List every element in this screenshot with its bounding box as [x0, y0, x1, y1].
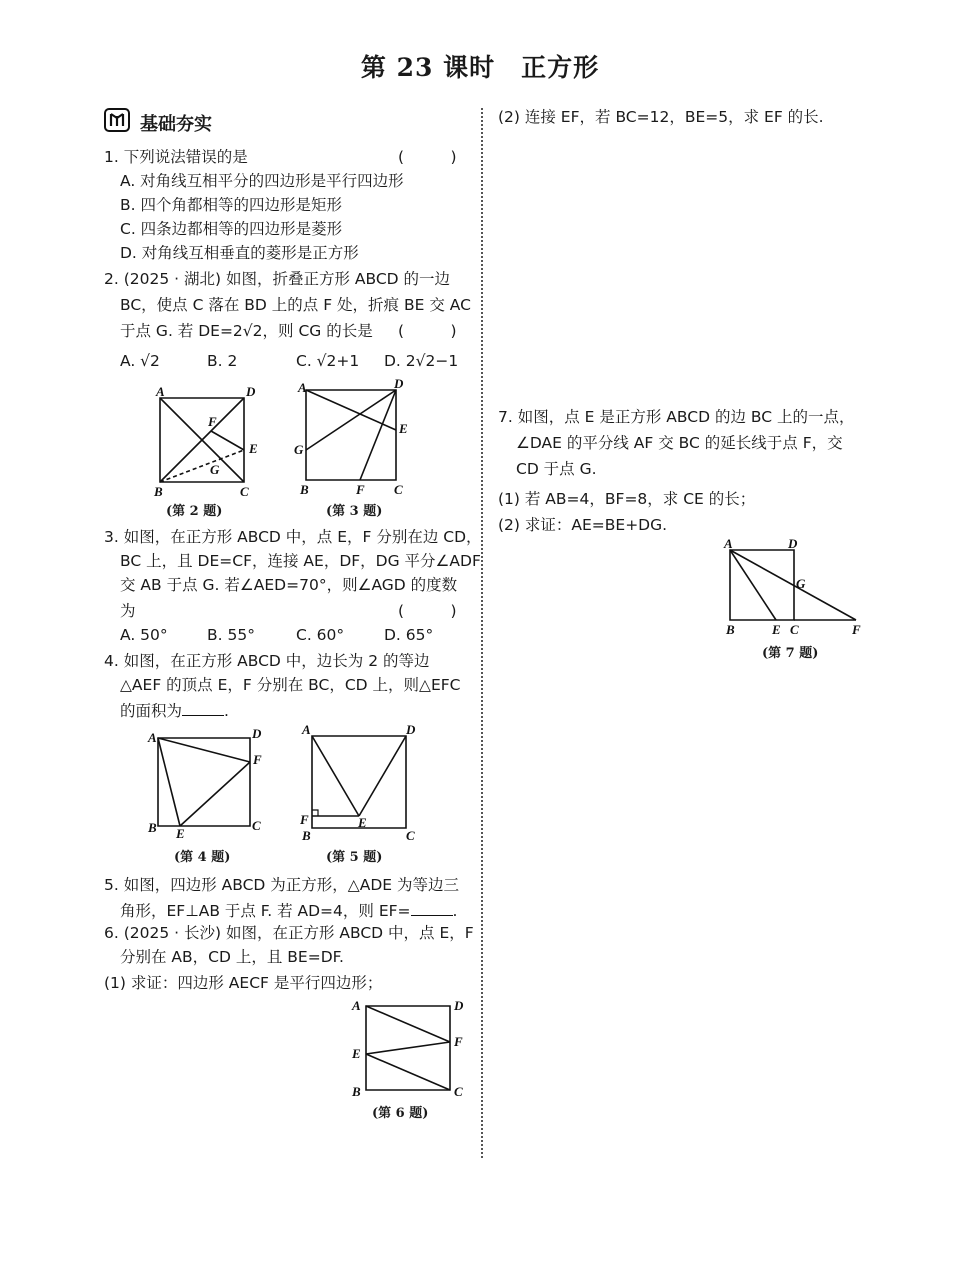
q4-line-3	[120, 700, 229, 722]
q6-line-1: 6. (2025 · 长沙) 如图，在正方形 ABCD 中，点 E，F	[104, 924, 474, 942]
fig4-label-b: B	[148, 820, 157, 835]
figure-2	[146, 380, 276, 500]
q2-option-d: D. 2√2−1	[384, 352, 459, 370]
fig4-label-a: A	[148, 730, 157, 745]
fig7-label-a: A	[724, 536, 733, 551]
q3-option-a: A. 50°	[120, 626, 168, 644]
q2-line-1: 2. (2025 · 湖北) 如图，折叠正方形 ABCD 的一边	[104, 270, 451, 288]
fig3-label-g: G	[294, 442, 304, 457]
q3-answer-bracket: ( )	[398, 602, 457, 620]
q7-line-2: ∠DAE 的平分线 AF 交 BC 的延长线于点 F，交	[516, 434, 843, 452]
q7-line-1: 7. 如图，点 E 是正方形 ABCD 的边 BC 上的一点，	[498, 408, 855, 426]
fig5-label-f: F	[300, 812, 309, 827]
fig2-label-g: G	[210, 462, 220, 477]
fig6-label-b: B	[352, 1084, 361, 1099]
q1-option-d: D. 对角线互相垂直的菱形是正方形	[120, 244, 359, 262]
q2-line-2: BC，使点 C 落在 BD 上的点 F 处，折痕 BE 交 AC	[120, 296, 471, 314]
q3-option-c: C. 60°	[296, 626, 345, 644]
figure-3	[292, 376, 422, 500]
fig3-label-a: A	[298, 380, 307, 395]
q3-option-b: B. 55°	[207, 626, 255, 644]
q1-option-c: C. 四条边都相等的四边形是菱形	[120, 220, 343, 238]
q2-option-b: B. 2	[207, 352, 238, 370]
figure-5	[296, 720, 424, 842]
q4-line-3-text: 的面积为	[120, 702, 183, 720]
section-title: 基础夯实	[140, 114, 212, 135]
fig7-label-c: C	[790, 622, 799, 637]
fig4-caption: (第 4 题)	[174, 850, 231, 865]
fig7-caption: (第 7 题)	[762, 646, 819, 661]
fig5-caption: (第 5 题)	[326, 850, 383, 865]
fig3-label-f: F	[356, 482, 365, 497]
fig6-label-c: C	[454, 1084, 463, 1099]
q6-part-2: (2) 连接 EF，若 BC=12，BE=5，求 EF 的长.	[498, 108, 824, 126]
q3-option-d: D. 65°	[384, 626, 434, 644]
q1-answer-bracket: ( )	[398, 148, 457, 166]
fig2-label-b: B	[154, 484, 163, 499]
fig3-label-d: D	[394, 376, 404, 391]
q5-answer-blank[interactable]	[411, 901, 453, 916]
fig3-label-e: E	[399, 421, 408, 436]
q4-line-2: △AEF 的顶点 E，F 分别在 BC，CD 上，则△EFC	[120, 676, 461, 694]
book-icon	[104, 108, 130, 132]
fig6-label-a: A	[352, 998, 361, 1013]
fig7-label-b: B	[726, 622, 735, 637]
q3-line-2: BC 上，且 DE=CF，连接 AE，DF，DG 平分∠ADF	[120, 552, 481, 570]
fig5-label-a: A	[302, 722, 311, 737]
fig3-label-b: B	[300, 482, 309, 497]
q2-option-a: A. √2	[120, 352, 160, 370]
q1-option-b: B. 四个角都相等的四边形是矩形	[120, 196, 342, 214]
fig6-caption: (第 6 题)	[372, 1106, 429, 1121]
page-title: 第 23 课时 正方形	[360, 53, 600, 82]
fig6-label-d: D	[454, 998, 464, 1013]
fig5-label-d: D	[406, 722, 416, 737]
fig5-label-c: C	[406, 828, 415, 842]
q4-line-1: 4. 如图，在正方形 ABCD 中，边长为 2 的等边	[104, 652, 430, 670]
fig7-label-e: E	[772, 622, 781, 637]
fig2-label-e: E	[249, 441, 258, 456]
q3-line-3: 交 AB 于点 G. 若∠AED=70°，则∠AGD 的度数	[120, 576, 458, 594]
fig2-label-f: F	[208, 414, 217, 429]
q1-stem: 1. 下列说法错误的是	[104, 148, 248, 166]
fig3-label-c: C	[394, 482, 403, 497]
q2-line-3: 于点 G. 若 DE=2√2，则 CG 的长是	[120, 322, 373, 340]
q7-part-1: (1) 若 AB=4，BF=8，求 CE 的长；	[498, 490, 756, 508]
q7-part-2: (2) 求证：AE=BE+DG.	[498, 516, 668, 534]
figure-6	[346, 994, 474, 1100]
fig6-label-e: E	[352, 1046, 361, 1061]
q4-line-3-end: .	[224, 702, 229, 720]
q3-line-4: 为	[120, 602, 136, 620]
q5-line-2-text: 角形，EF⊥AB 于点 F. 若 AD=4，则 EF=	[120, 902, 411, 920]
fig4-label-c: C	[252, 818, 261, 833]
fig6-label-f: F	[454, 1034, 463, 1049]
figure-4	[144, 724, 272, 842]
fig5-label-b: B	[302, 828, 311, 842]
fig3-caption: (第 3 题)	[326, 504, 383, 519]
fig2-label-a: A	[156, 384, 165, 399]
q5-line-1: 5. 如图，四边形 ABCD 为正方形，△ADE 为等边三	[104, 876, 459, 894]
fig7-label-d: D	[788, 536, 798, 551]
q3-line-1: 3. 如图，在正方形 ABCD 中，点 E，F 分别在边 CD，	[104, 528, 482, 546]
q7-line-3: CD 于点 G.	[516, 460, 597, 478]
column-divider	[481, 108, 483, 1158]
q2-answer-bracket: ( )	[398, 322, 457, 340]
fig2-label-c: C	[240, 484, 249, 499]
fig4-label-f: F	[253, 752, 262, 767]
fig4-label-d: D	[252, 726, 262, 741]
q4-answer-blank[interactable]	[182, 701, 224, 716]
q6-line-2: 分别在 AB，CD 上，且 BE=DF.	[120, 948, 344, 966]
fig5-label-e: E	[358, 815, 367, 830]
q5-line-2-end: .	[452, 902, 458, 920]
fig4-label-e: E	[176, 826, 185, 841]
q2-option-c: C. √2+1	[296, 352, 360, 370]
q1-option-a: A. 对角线互相平分的四边形是平行四边形	[120, 172, 404, 190]
q5-line-2	[120, 900, 457, 922]
q6-part-1: (1) 求证：四边形 AECF 是平行四边形；	[104, 974, 383, 992]
fig7-label-f: F	[852, 622, 861, 637]
fig7-label-g: G	[796, 576, 806, 591]
figure-7	[718, 536, 868, 640]
fig2-caption: (第 2 题)	[166, 504, 223, 519]
fig2-label-d: D	[246, 384, 256, 399]
